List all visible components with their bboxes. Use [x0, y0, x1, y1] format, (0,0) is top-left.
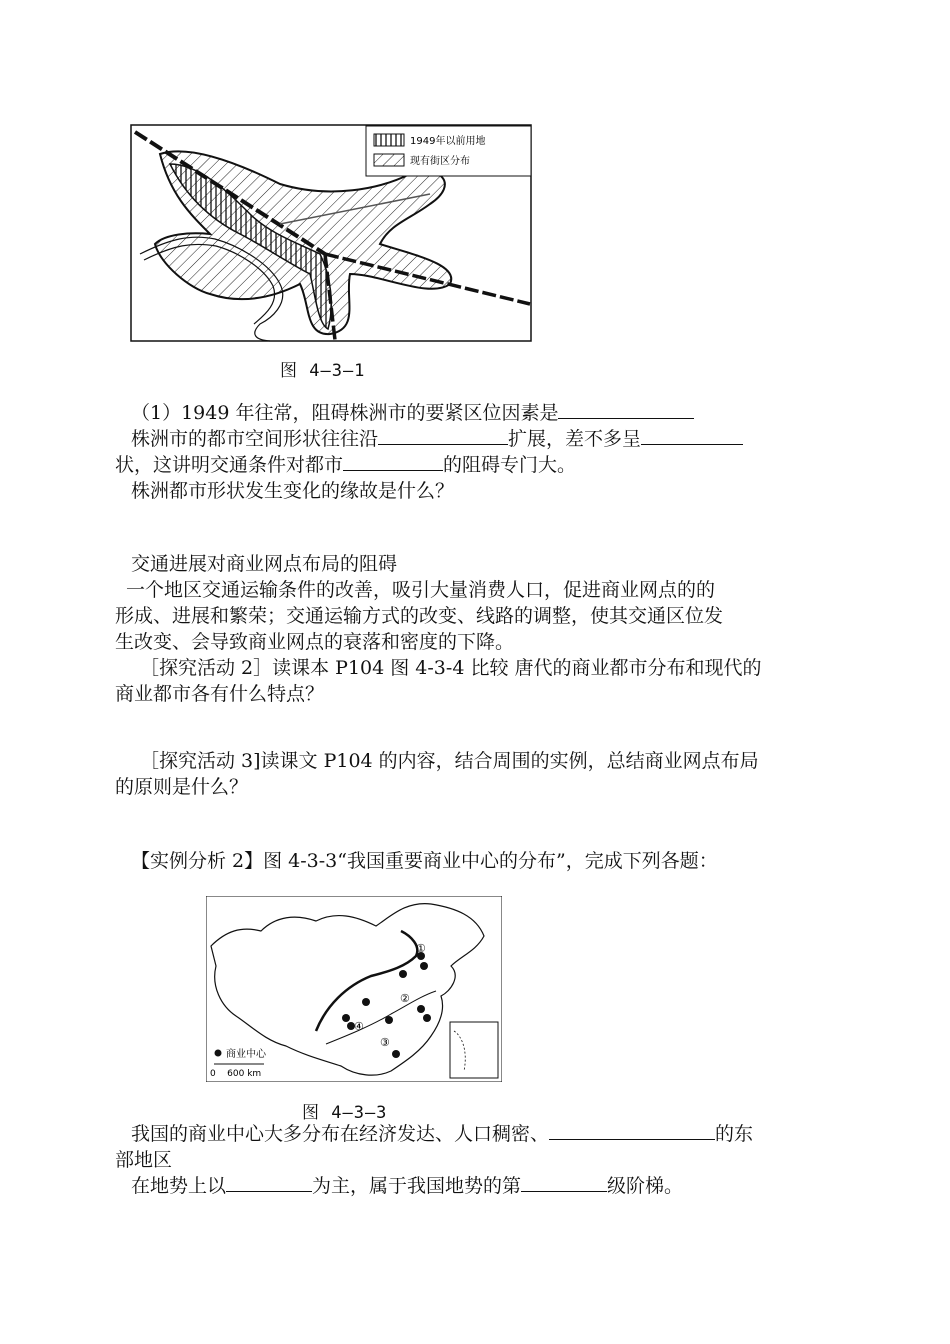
question-line [131, 1173, 683, 1199]
commercial-center-dot [385, 1016, 393, 1024]
commercial-center-dot [423, 1014, 431, 1022]
activity2-line: 商业都市各有什么特点？ [115, 683, 325, 705]
map-label-3: ③ [380, 1036, 390, 1049]
south-china-sea-inset [450, 1022, 498, 1078]
q2-text-b: 扩展，差不多呈 [508, 428, 642, 450]
question-line [131, 426, 743, 452]
paragraph-line: 一个地区交通运输条件的改善，吸引大量消费人口，促进商业网点的的 [126, 579, 716, 601]
commercial-center-dot [362, 998, 370, 1006]
legend-swatch-pre-1949 [374, 134, 404, 146]
commercial-center-dot [417, 1005, 425, 1013]
activity2-line: ［探究活动 2］读课本 P104 图 4-3-4 比较 唐代的商业都市分布和现代的 [140, 657, 762, 679]
answer-blank[interactable] [521, 1173, 607, 1192]
legend-label-pre-1949: 1949年以前用地 [410, 136, 486, 147]
map-label-4: ④ [354, 1020, 364, 1033]
zhuzhou-city-map-figure [130, 124, 532, 342]
figure2-caption: 图 4—3—3 [302, 1103, 388, 1123]
commercial-center-dot [342, 1014, 350, 1022]
q1-text: （1）1949 年往常，阻碍株洲市的要紧区位因素是 [131, 402, 559, 424]
q1-text-b: 的东 [715, 1123, 754, 1145]
figure1-caption: 图 4—3—1 [280, 361, 366, 381]
map-label-2: ② [400, 992, 410, 1005]
question-line [131, 1121, 753, 1147]
activity3-line: 的原则是什么？ [115, 776, 249, 798]
answer-blank[interactable] [641, 426, 743, 445]
question-line [131, 400, 694, 426]
section-heading: 交通进展对商业网点布局的阻碍 [131, 553, 398, 575]
q1-text-c: 部地区 [115, 1149, 173, 1171]
q2-text-b: 为主，属于我国地势的第 [312, 1175, 522, 1197]
q3-text-a: 状，这讲明交通条件对都市 [115, 454, 344, 476]
map-label-1: ① [416, 942, 426, 955]
q1-text-a: 我国的商业中心大多分布在经济发达、人口稠密、 [131, 1123, 550, 1145]
map-legend-label: 商业中心 [226, 1049, 266, 1060]
activity3-line: ［探究活动 3]读课文 P104 的内容，结合周围的实例，总结商业网点布局 [140, 750, 759, 772]
answer-blank[interactable] [549, 1121, 715, 1140]
q2-text-c: 级阶梯。 [607, 1175, 684, 1197]
q2-text-a: 在地势上以 [131, 1175, 227, 1197]
answer-blank[interactable] [378, 426, 508, 445]
q2-text-a: 株洲市的都市空间形状往往沿 [131, 428, 379, 450]
case-title: 【实例分析 2】图 4-3-3“我国重要商业中心的分布”，完成下列各题： [131, 850, 718, 872]
question-line [115, 452, 576, 478]
map-scale-label: 0 600 km [210, 1069, 262, 1079]
legend-dot [215, 1050, 222, 1057]
legend-swatch-current [374, 154, 404, 166]
answer-blank[interactable] [558, 400, 694, 419]
china-commercial-centers-map [206, 896, 502, 1082]
paragraph-line: 生改变、会导致商业网点的衰落和密度的下降。 [115, 631, 515, 653]
legend-label-current: 现有街区分布 [410, 156, 470, 167]
q3-text-b: 的阻碍专门大。 [443, 454, 577, 476]
paragraph-line: 形成、进展和繁荣；交通运输方式的改变、线路的调整，使其交通区位发 [115, 605, 724, 627]
q4-text: 株洲都市形状发生变化的缘故是什么？ [131, 480, 455, 502]
answer-blank[interactable] [226, 1173, 312, 1192]
commercial-center-dot [420, 962, 428, 970]
commercial-center-dot [392, 1050, 400, 1058]
answer-blank[interactable] [343, 452, 443, 471]
commercial-center-dot [399, 970, 407, 978]
